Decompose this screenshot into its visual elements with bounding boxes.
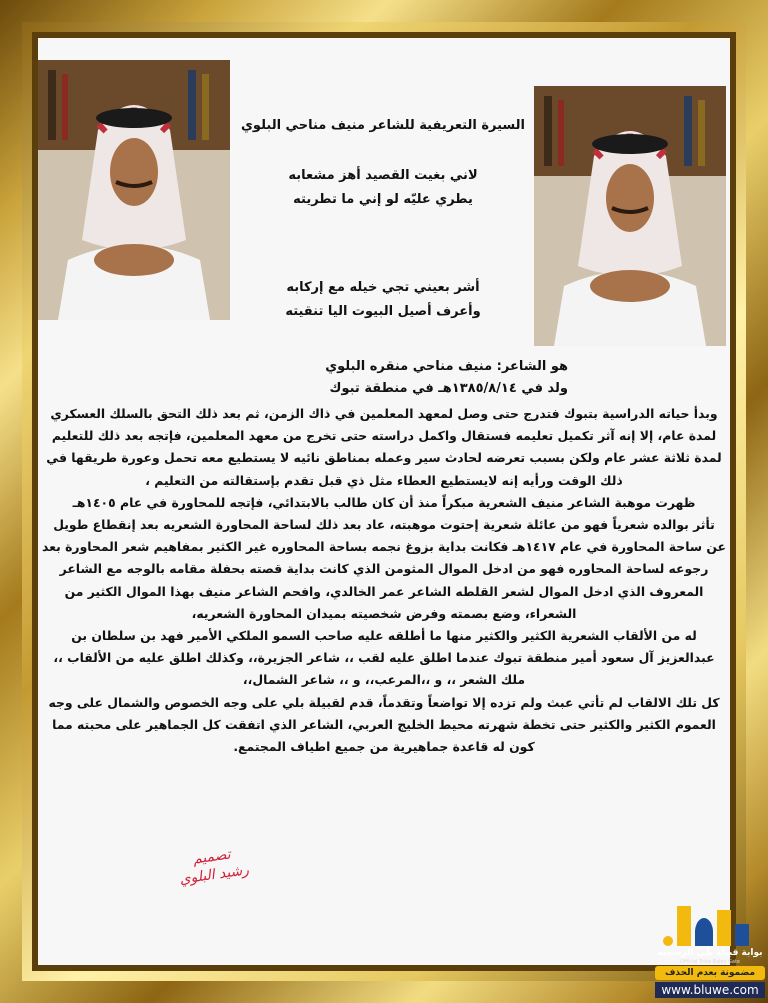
logo-letter-shape <box>677 906 691 946</box>
poet-portrait-right <box>534 86 726 346</box>
poem-line: يطري عليّه لو إني ما تطريته <box>293 192 473 207</box>
poem-line: وأعرف أصيل البيوت اليا تنقيته <box>285 304 481 319</box>
poet-intro <box>228 356 568 400</box>
poem-line: أشر بعيني تجي خيله مع إركابه <box>286 280 480 295</box>
designer-signature <box>156 841 270 892</box>
biography-paragraph: وبدأ حياته الدراسية بتبوك فتدرج حتى وصل لمعهد المعلمين في ذاك الزمن، ثم بعد ذلك التحق بالسلك العسكري لمدة عام، إلا إنه آثر تكميل تعليمه فستقال واكمل دراسته حتى تخرج من معهد المعلمين، فإتجه بعد ذلك للتعليم لمدة ثلاثة عشر عام ولكن بسبب تعرضه لحادث سير وعمله بمناطق نائيه لا يستطيع معه تحمل وعورة طريقها في ذلك الوقت ورأيه إنه لايستطيع العطاء مثل ذي قبل تقدم بإستقالته من التعليم ، <box>46 406 722 488</box>
biography-paragraph: كل تلك الالقاب لم تأتي عبث ولم تزده إلا تواضعاً وتقدماً، قدم لقبيلة بلي على وجه الخصوص والشمال على وجه العموم الكثير والكثير حتى تخطة شهرته محيط الخليج العربي، الشاعر الذي اتفقت كل الجماهير على محبته مما كون له قاعدة جماهيرية من جميع اطياف المجتمع. <box>48 694 720 755</box>
signature-name: رشيد البلوي <box>178 862 250 888</box>
intro-line: هو الشاعر: منيف مناحي منقره البلوي <box>325 359 568 374</box>
signature-label: تصميم <box>191 846 232 868</box>
logo-letter-shape <box>717 910 731 946</box>
biography-paragraph: تأثر بوالده شعرياً فهو من عائلة شعرية إحتوت موهبته، عاد بعد ذلك لساحة المحاورة الشعريه بعد إنقطاع طويل عن ساحة المحاورة في عام ١٤١٧هـ فكانت بداية بزوغ نجمه بساحة المحاوره غير الكثير بمفاهيم شعر المحاورة بعد رجوعه لساحة المحاوره فهو من ادخل الموال المثومن الذي كانت بداية قصته بحفلة مقامه بالوجه مع الشاعر المعروف الذي ادخل الموال لشعر القلطه الشاعر عمر الخالدي، وافحم الشاعر منيف بهذا الموال الكثير من الشعراء، وضع بصمته وفرض شخصيته بميدان المحاورة الشعريه، <box>42 517 726 621</box>
logo-tagline: مضمونة بعدم الحذف <box>655 966 765 980</box>
poem-stanza-1 <box>228 164 538 212</box>
biography-paragraph: له من الألقاب الشعرية الكثير والكثير منها ما أطلقه عليه صاحب السمو الملكي الأمير فهد بن سلطان بن عبدالعزيز آل سعود أمير منطقة تبوك عندما اطلق عليه لقب ،، شاعر الجزيرة،، وكذلك اطلق عليه من الألقاب ،، ملك الشعر ،، و ،،المرعب،، و ،، شاعر الشمال،، <box>53 628 715 688</box>
biography-paragraph: ظهرت موهبة الشاعر منيف الشعرية مبكراً منذ أن كان طالب بالابتدائي، فإتجه للمحاورة في عام ١٤٠٥هـ <box>72 494 696 510</box>
document-paper <box>38 38 730 965</box>
document-title: السيرة التعريفية للشاعر منيف مناحي البلوي <box>241 118 525 133</box>
site-logo[interactable] <box>655 906 765 1002</box>
poem-line: لاني بغيت القصيد أهز مشعابه <box>288 168 478 183</box>
intro-line: ولد في ١٣٨٥/٨/١٤هـ في منطقة تبوك <box>329 381 568 396</box>
poem-stanza-2 <box>228 276 538 324</box>
logo-name: بوابة قبيلة بلي الرسمية <box>657 948 763 958</box>
logo-subtitle: Official Tribe Baley Gate <box>679 959 741 965</box>
biography-body <box>42 403 726 758</box>
poet-portrait-left <box>38 60 230 320</box>
site-url-link[interactable]: www.bluwe.com <box>655 982 765 998</box>
logo-letter-shape <box>735 924 749 946</box>
logo-dot-icon <box>663 936 673 946</box>
logo-letter-shape <box>695 918 713 946</box>
